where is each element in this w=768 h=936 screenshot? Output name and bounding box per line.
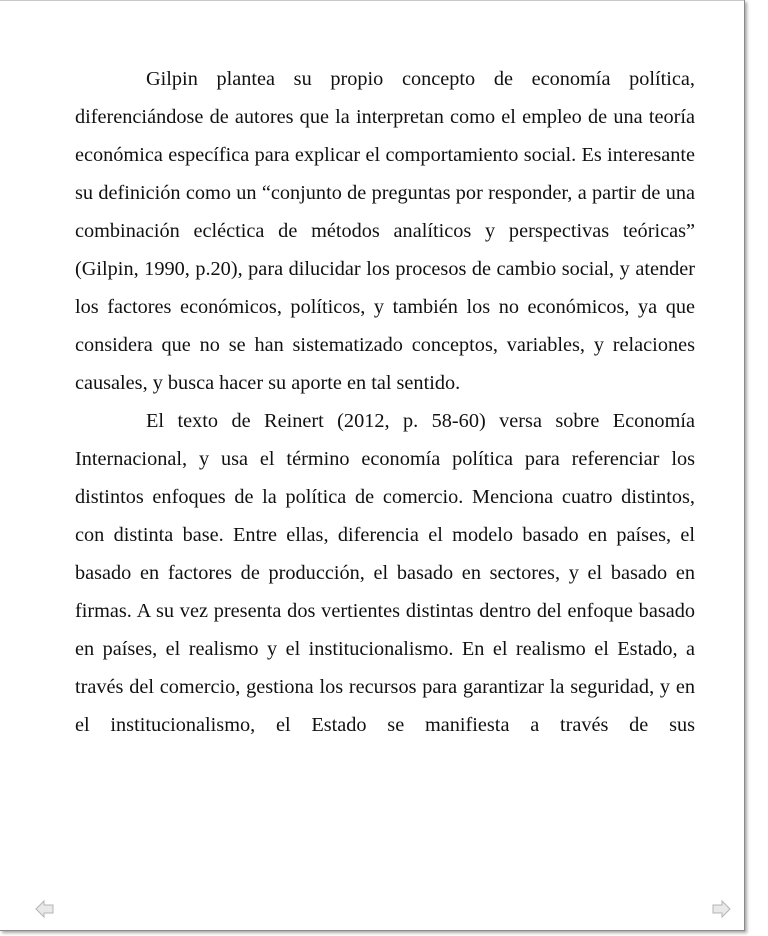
arrow-right-icon [710,898,732,920]
paragraph-2: El texto de Reinert (2012, p. 58-60) versa sobre Economía Internacional, y usa el término economía política para referenciar los distintos enfoques de la política de comercio. Menciona cuatro distintos, con distinta base. Entre ellas, diferencia el modelo basado en países, el basado en factores de producción, el basado en sectores, y el basado en firmas. A su vez presenta dos vertientes distintas dentro del enfoque basado en países, el realismo y el institucionalismo. En el realismo el Estado, a través del comercio, gestiona los recursos para garantizar la seguridad, y en el institucionalismo, el Estado se manifiesta a través de sus [75,410,695,736]
arrow-left-icon [34,898,56,920]
next-page-button[interactable] [710,898,732,920]
page-top-border [0,0,744,1]
paragraph-1: Gilpin plantea su propio concepto de economía política, diferenciándose de autores que la interpretan como el empleo de una teoría económica específica para explicar el comportamiento social. Es interesante su definición como un “conjunto de preguntas por responder, a partir de una combinación ecléctica de métodos analíticos y perspectivas teóricas” (Gilpin, 1990, p.20), para dilucidar los procesos de cambio social, y atender los factores económicos, políticos, y también los no económicos, ya que considera que no se han sistematizado conceptos, variables, y relaciones causales, y busca hacer su aporte en tal sentido. [75,68,695,394]
page-text [75,60,695,744]
previous-page-button[interactable] [34,898,56,920]
